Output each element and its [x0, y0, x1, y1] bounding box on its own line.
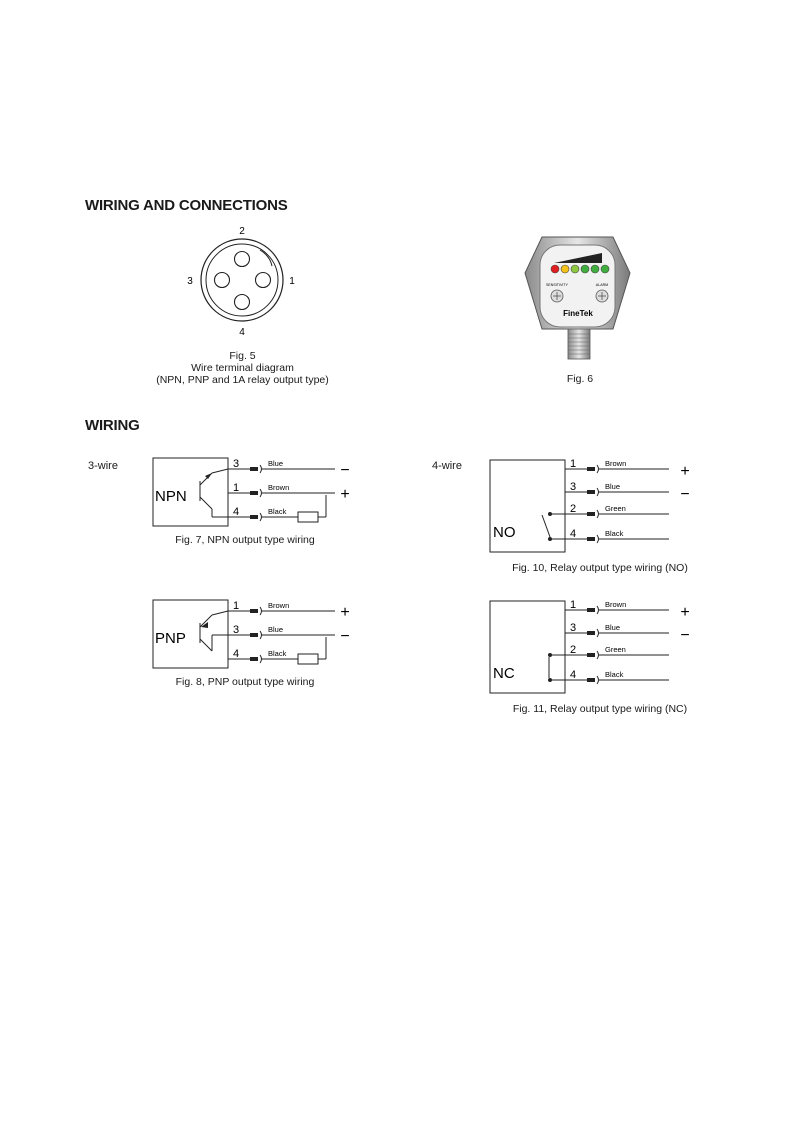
section-heading-wiring-connections: WIRING AND CONNECTIONS: [85, 197, 288, 214]
fig5-caption: [120, 350, 365, 386]
led-3: [571, 265, 579, 273]
relay-no-row-2: [565, 481, 690, 503]
relay-nc-row-4: [565, 669, 669, 684]
pnp-load-resistor: [298, 654, 318, 664]
brand-logo: FineTek: [563, 309, 593, 318]
relay-no-row-1-color: Brown: [605, 459, 627, 468]
fig5-caption-line-3: (NPN, PNP and 1A relay output type): [156, 374, 329, 386]
relay-no-row-4-color: Black: [605, 529, 624, 538]
pnp-row-1-color: Brown: [268, 601, 290, 610]
pnp-row-2: [228, 624, 350, 645]
relay-nc-row-4-pin: 4: [570, 669, 577, 681]
fig5-caption-line-1: Fig. 5: [229, 350, 256, 362]
fig10-caption: Fig. 10, Relay output type wiring (NO): [512, 562, 688, 574]
pin-label-2: 2: [239, 226, 245, 237]
pnp-row-2-color: Blue: [268, 625, 284, 634]
pin-label-4: 4: [239, 327, 245, 338]
fig7-caption: Fig. 7, NPN output type wiring: [175, 534, 315, 546]
relay-no-row-4-pin: 4: [570, 528, 577, 540]
relay-nc-row-3: [565, 644, 669, 659]
relay-nc-row-1-sign: +: [680, 604, 690, 621]
relay-nc-row-1-color: Brown: [605, 600, 627, 609]
npn-wiring-diagram: [150, 455, 360, 530]
pin-1-socket: [256, 273, 271, 288]
relay-nc-row-1-pin: 1: [570, 599, 577, 611]
pnp-row-3-pin: 4: [233, 648, 240, 660]
fig8-caption: Fig. 8, PNP output type wiring: [175, 676, 315, 688]
relay-no-row-1: [565, 458, 690, 480]
led-1: [551, 265, 559, 273]
relay-no-row-1-pin: 1: [570, 458, 577, 470]
pnp-row-1-pin: 1: [233, 600, 240, 612]
fig6-caption: Fig. 6: [566, 373, 594, 385]
pnp-row-1-sign: +: [340, 604, 350, 621]
four-wire-label: 4-wire: [432, 460, 462, 472]
fig5-caption-line-2: Wire terminal diagram: [191, 362, 294, 374]
npn-row-3: [228, 495, 326, 522]
npn-row-1-pin: 3: [233, 458, 240, 470]
relay-no-row-2-pin: 3: [570, 481, 577, 493]
pin-label-3: 3: [187, 276, 193, 287]
npn-row-1: [228, 458, 350, 479]
npn-row-1-sign: −: [340, 462, 350, 479]
pin-4-socket: [235, 295, 250, 310]
pnp-box-label: PNP: [155, 630, 186, 647]
relay-no-box-label: NO: [493, 524, 516, 541]
pin-3-socket: [215, 273, 230, 288]
pnp-row-3: [228, 637, 326, 664]
relay-nc-row-3-pin: 2: [570, 644, 577, 656]
pnp-row-3-color: Black: [268, 649, 287, 658]
relay-nc-contact-symbol: [549, 655, 565, 680]
wire-terminal-diagram: [180, 222, 305, 340]
led-2: [561, 265, 569, 273]
relay-nc-row-2-pin: 3: [570, 622, 577, 634]
relay-nc-row-3-color: Green: [605, 645, 626, 654]
pnp-row-1: [228, 600, 350, 621]
section-heading-wiring: WIRING: [85, 417, 140, 434]
alarm-label: ALARM: [595, 283, 609, 287]
npn-transistor-symbol: [200, 469, 228, 517]
npn-row-3-color: Black: [268, 507, 287, 516]
relay-no-row-3-color: Green: [605, 504, 626, 513]
relay-no-row-3: [565, 503, 669, 518]
relay-no-row-2-sign: −: [680, 486, 690, 503]
three-wire-label: 3-wire: [88, 460, 118, 472]
relay-no-contact-symbol: [542, 514, 565, 539]
relay-nc-wiring-diagram: [487, 598, 697, 698]
pnp-row-2-sign: −: [340, 628, 350, 645]
npn-row-3-pin: 4: [233, 506, 240, 518]
npn-row-2-sign: +: [340, 486, 350, 503]
connector-stem: [568, 329, 590, 359]
led-6: [601, 265, 609, 273]
relay-no-wiring-diagram: [487, 457, 697, 557]
device-photo: [520, 233, 635, 363]
npn-row-1-color: Blue: [268, 459, 284, 468]
pnp-wiring-diagram: [150, 597, 360, 672]
fig11-caption: Fig. 11, Relay output type wiring (NC): [512, 703, 688, 715]
relay-nc-row-2: [565, 622, 690, 644]
pnp-transistor-symbol: [200, 611, 228, 651]
npn-box-label: NPN: [155, 488, 187, 505]
npn-load-resistor: [298, 512, 318, 522]
sensitivity-label: SENSITIVITY: [546, 283, 568, 287]
relay-no-row-3-pin: 2: [570, 503, 577, 515]
pin-2-socket: [235, 252, 250, 267]
relay-no-row-2-color: Blue: [605, 482, 621, 491]
relay-no-row-1-sign: +: [680, 463, 690, 480]
led-4: [581, 265, 589, 273]
npn-row-2-pin: 1: [233, 482, 240, 494]
npn-row-2: [228, 482, 350, 503]
npn-row-2-color: Brown: [268, 483, 290, 492]
pin-label-1: 1: [289, 276, 295, 287]
pnp-row-2-pin: 3: [233, 624, 240, 636]
relay-nc-row-2-sign: −: [680, 627, 690, 644]
relay-no-row-4: [565, 528, 669, 543]
relay-nc-box-label: NC: [493, 665, 515, 682]
relay-nc-row-4-color: Black: [605, 670, 624, 679]
led-5: [591, 265, 599, 273]
relay-nc-row-1: [565, 599, 690, 621]
relay-nc-row-2-color: Blue: [605, 623, 621, 632]
